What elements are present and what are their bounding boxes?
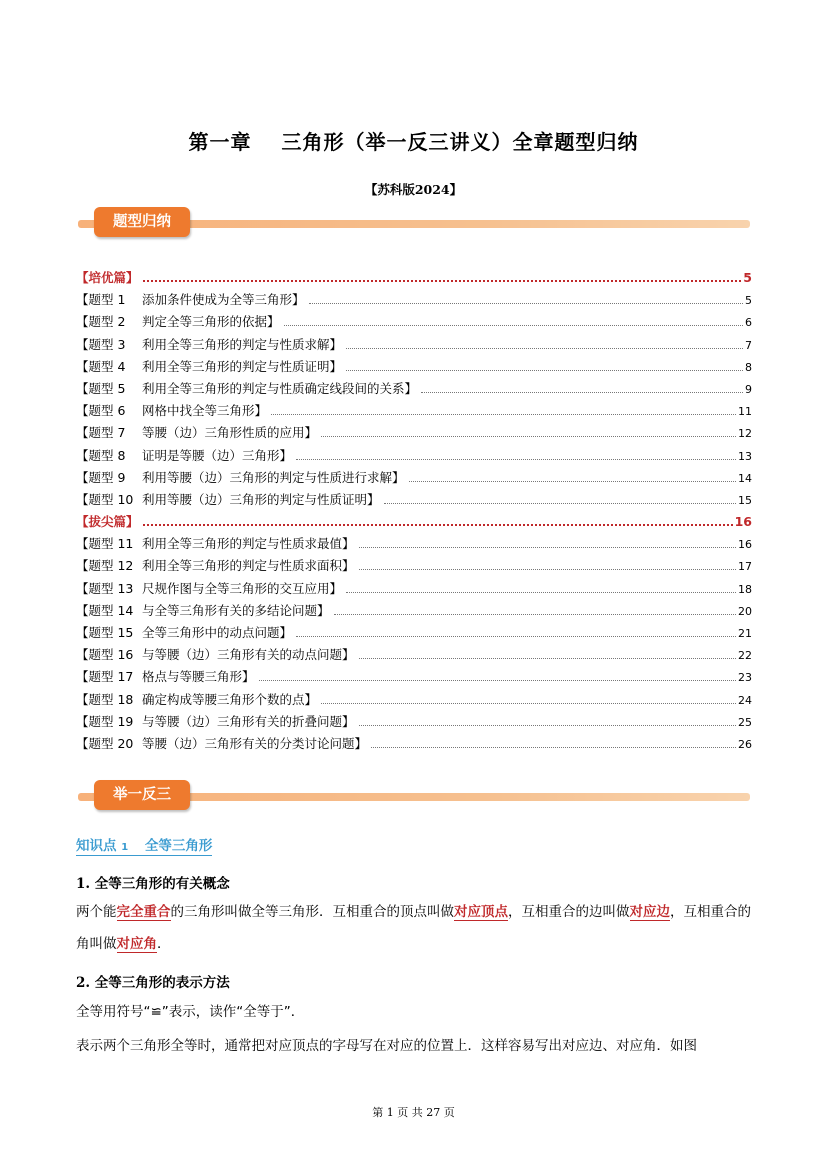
knowledge-point-title: 全等三角形 [144, 838, 213, 854]
toc-item[interactable] [76, 690, 752, 712]
toc-label [76, 379, 417, 397]
toc-number: 【题型 16 [76, 647, 134, 663]
toc-page-number: 8 [745, 360, 752, 374]
toc-number: 【题型 12 [76, 558, 134, 574]
paragraph: 全等用符号“≌”表示，读作“全等于”． [76, 1004, 305, 1020]
toc-title: 添加条件使成为全等三角形】 [142, 292, 305, 308]
toc-leader [271, 413, 736, 415]
toc-number: 【题型 8 [76, 447, 126, 463]
toc-leader [346, 591, 736, 593]
toc-number: 【题型 11 [76, 536, 134, 552]
toc-page-number: 24 [738, 693, 752, 707]
toc-leader [296, 635, 736, 637]
toc-title: 证明是等腰（边）三角形】 [142, 447, 293, 463]
toc-leader [359, 657, 736, 659]
toc-item[interactable] [76, 446, 752, 468]
toc-label [76, 401, 267, 419]
section-heading: 1. 全等三角形的有关概念 [76, 876, 230, 892]
toc-leader [409, 480, 736, 482]
chapter-title: 三角形（举一反三讲义）全章题型归纳 [281, 130, 639, 154]
toc-title: 【培优篇】 [76, 270, 139, 285]
toc-label [76, 690, 317, 708]
toc-page-number: 26 [738, 737, 752, 751]
toc-leader [359, 724, 736, 726]
toc-leader [359, 568, 736, 570]
toc-title: 与等腰（边）三角形有关的折叠问题】 [142, 713, 355, 729]
toc-number: 【题型 7 [76, 425, 126, 441]
toc-label [76, 423, 317, 441]
toc-leader [359, 546, 736, 548]
toc-section[interactable] [76, 268, 752, 290]
toc-title: 利用全等三角形的判定与性质求最值】 [142, 536, 355, 552]
toc-page-number: 5 [743, 270, 752, 285]
toc-title: 等腰（边）三角形有关的分类讨论问题】 [142, 735, 368, 751]
toc-label [76, 667, 255, 685]
text-run: 两个能 [76, 904, 117, 920]
toc-leader [384, 502, 736, 504]
toc-title: 利用全等三角形的判定与性质证明】 [142, 358, 343, 374]
toc-page-number: 14 [738, 471, 752, 485]
toc-page-number: 13 [738, 449, 752, 463]
toc-page-number: 16 [734, 514, 752, 530]
toc-item[interactable] [76, 335, 752, 357]
knowledge-point-prefix: 知识点 [76, 838, 117, 854]
page-footer: 第 1 页 共 27 页 [372, 1106, 455, 1119]
document-title [0, 126, 827, 155]
toc-leader [371, 746, 736, 748]
toc-item[interactable] [76, 357, 752, 379]
toc-title: 利用全等三角形的判定与性质求解】 [142, 336, 343, 352]
highlight-term: 对应边 [629, 904, 670, 920]
toc-label [76, 645, 355, 663]
toc-leader [296, 458, 736, 460]
toc-leader [309, 302, 743, 304]
toc-item[interactable] [76, 556, 752, 578]
toc-title: 等腰（边）三角形性质的应用】 [142, 425, 318, 441]
toc-label [76, 490, 380, 508]
toc-item[interactable] [76, 534, 752, 556]
toc-label [76, 357, 342, 375]
toc-item[interactable] [76, 667, 752, 689]
toc-label [76, 556, 355, 574]
toc-leader [321, 702, 736, 704]
banner-question-types [78, 207, 750, 239]
toc-item[interactable] [76, 312, 752, 334]
toc-item[interactable] [76, 423, 752, 445]
toc-label [76, 446, 292, 464]
toc-label [76, 579, 342, 597]
toc-label [76, 712, 355, 730]
toc-number: 【题型 15 [76, 625, 134, 640]
toc-page-number: 23 [738, 671, 752, 685]
toc-title: 尺规作图与全等三角形的交互应用】 [142, 580, 343, 596]
toc-page-number: 5 [745, 294, 752, 308]
toc-number: 【题型 20 [76, 735, 134, 751]
toc-title: 利用全等三角形的判定与性质确定线段间的关系】 [142, 380, 418, 396]
toc-label [76, 512, 139, 530]
toc-label [76, 268, 139, 286]
toc-page-number: 15 [738, 493, 752, 507]
toc-label [76, 335, 342, 353]
toc-item[interactable] [76, 579, 752, 601]
toc-title: 与等腰（边）三角形有关的动点问题】 [142, 647, 355, 663]
text-run: ，互相重合的边叫做 [508, 904, 630, 920]
toc-leader [259, 679, 736, 681]
toc-page-number: 7 [745, 338, 752, 352]
highlight-term: 完全重合 [116, 904, 171, 920]
table-of-contents [76, 268, 752, 756]
toc-item[interactable] [76, 401, 752, 423]
edition-label: 【苏科版2024】 [364, 182, 463, 197]
toc-title: 全等三角形中的动点问题】 [142, 625, 293, 640]
toc-item[interactable] [76, 734, 752, 756]
highlight-term: 对应顶点 [454, 904, 508, 920]
chapter-label: 第一章 [188, 130, 252, 154]
toc-title: 格点与等腰三角形】 [142, 669, 255, 685]
banner-tag: 题型归纳 [94, 207, 190, 237]
toc-page-number: 6 [745, 316, 752, 330]
toc-title: 确定构成等腰三角形个数的点】 [142, 691, 318, 707]
toc-title: 与全等三角形有关的多结论问题】 [142, 602, 330, 618]
banner-examples [78, 780, 750, 812]
toc-leader [321, 435, 736, 437]
toc-title: 利用全等三角形的判定与性质求面积】 [142, 558, 355, 574]
toc-item[interactable] [76, 490, 752, 512]
toc-page-number: 17 [738, 560, 752, 574]
toc-label [76, 734, 367, 752]
toc-item[interactable] [76, 712, 752, 734]
toc-title: 【拔尖篇】 [76, 514, 139, 530]
toc-label [76, 468, 405, 486]
toc-page-number: 11 [738, 405, 752, 419]
knowledge-point-heading [76, 834, 212, 856]
paragraph: 表示两个三角形全等时，通常把对应顶点的字母写在对应的位置上．这样容易写出对应边、对应角．如图 [76, 1038, 697, 1054]
text-run: 的三角形叫做全等三角形．互相重合的顶点叫做 [170, 904, 454, 920]
toc-page-number: 25 [738, 715, 752, 729]
toc-number: 【题型 18 [76, 691, 134, 707]
toc-leader [284, 324, 743, 326]
toc-page-number: 12 [738, 427, 752, 441]
toc-title: 判定全等三角形的依据】 [142, 314, 280, 330]
toc-leader [346, 347, 743, 349]
toc-item[interactable] [76, 623, 752, 645]
toc-number: 【题型 14 [76, 602, 134, 618]
toc-leader [346, 369, 743, 371]
toc-label [76, 601, 330, 619]
toc-page-number: 18 [738, 582, 752, 596]
toc-title: 利用等腰（边）三角形的判定与性质进行求解】 [142, 469, 405, 485]
toc-item[interactable] [76, 290, 752, 312]
highlight-term: 对应角 [116, 936, 157, 952]
toc-page-number: 21 [738, 627, 752, 640]
toc-title: 利用等腰（边）三角形的判定与性质证明】 [142, 491, 380, 507]
toc-label [76, 290, 305, 308]
toc-number: 【题型 2 [76, 314, 126, 330]
text-run: ，互相重合的角叫做 [76, 904, 751, 952]
toc-number: 【题型 1 [76, 292, 126, 308]
toc-page-number: 16 [738, 538, 752, 552]
toc-number: 【题型 13 [76, 580, 134, 596]
banner-tag: 举一反三 [94, 780, 190, 810]
toc-number: 【题型 6 [76, 403, 126, 419]
toc-number: 【题型 3 [76, 336, 126, 352]
toc-page-number: 9 [745, 382, 752, 396]
toc-page-number: 22 [738, 649, 752, 663]
toc-number: 【题型 4 [76, 358, 126, 374]
toc-title: 网格中找全等三角形】 [142, 403, 268, 419]
toc-item[interactable] [76, 379, 752, 401]
toc-label [76, 534, 355, 552]
toc-number: 【题型 19 [76, 713, 134, 729]
toc-leader [421, 391, 743, 393]
toc-number: 【题型 5 [76, 380, 126, 396]
text-run: ． [157, 936, 171, 952]
toc-leader [334, 613, 736, 615]
toc-item[interactable] [76, 468, 752, 490]
toc-number: 【题型 10 [76, 491, 134, 507]
toc-section[interactable] [76, 512, 752, 534]
paragraph [76, 896, 752, 960]
toc-leader [143, 523, 733, 526]
toc-item[interactable] [76, 601, 752, 623]
toc-item[interactable] [76, 645, 752, 667]
section-heading: 2. 全等三角形的表示方法 [76, 975, 230, 991]
toc-number: 【题型 17 [76, 669, 134, 685]
toc-page-number: 20 [738, 604, 752, 618]
knowledge-point-number: 1 [121, 842, 129, 853]
toc-label [76, 312, 280, 330]
toc-number: 【题型 9 [76, 469, 126, 485]
toc-label [76, 623, 292, 641]
toc-leader [143, 279, 742, 282]
